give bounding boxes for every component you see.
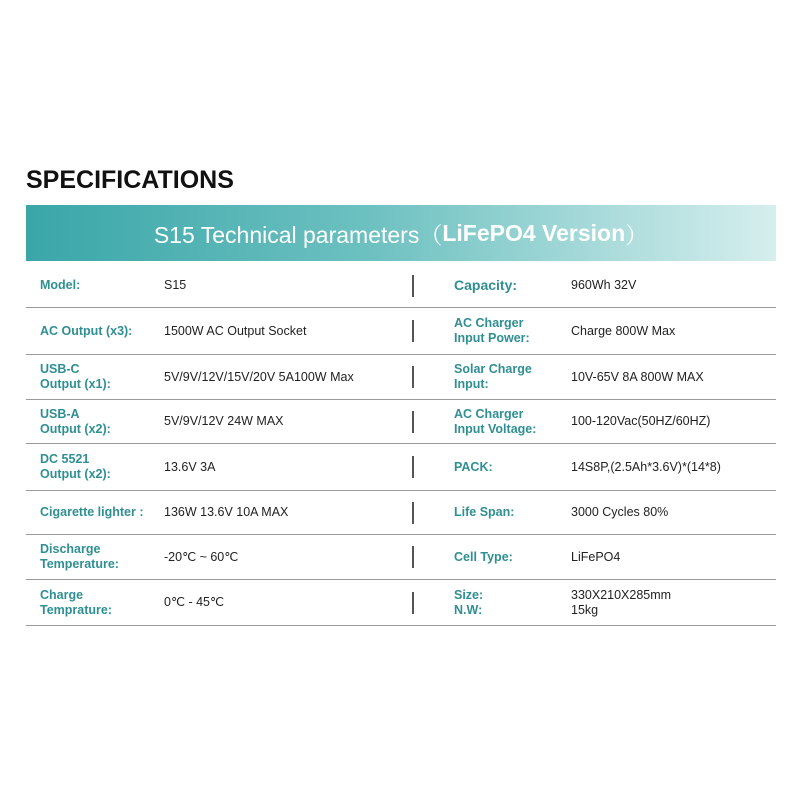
column-separator bbox=[412, 592, 414, 614]
row-label-left bbox=[40, 308, 160, 354]
row-label-right bbox=[454, 308, 574, 354]
value-text: LiFePO4 bbox=[571, 549, 621, 564]
label-text: Life Span: bbox=[454, 505, 515, 519]
row-label-left bbox=[40, 535, 160, 579]
value-text: 5V/9V/12V 24W MAX bbox=[164, 414, 284, 428]
row-label-left bbox=[40, 491, 160, 534]
label-text: Cell Type: bbox=[454, 549, 513, 564]
row-label-left bbox=[40, 264, 160, 307]
spec-row bbox=[26, 264, 776, 308]
label-text: Cigarette lighter : bbox=[40, 505, 144, 519]
value-text: 960Wh 32V bbox=[571, 278, 637, 292]
label-text: USB-C bbox=[40, 362, 80, 376]
label-text: N.W: bbox=[454, 602, 483, 617]
spec-row bbox=[26, 580, 776, 626]
value-text: 0℃ - 45℃ bbox=[164, 595, 225, 609]
row-value-right bbox=[571, 264, 776, 307]
row-value-left bbox=[164, 535, 424, 579]
page-heading: SPECIFICATIONS bbox=[26, 166, 234, 194]
row-value-right bbox=[571, 580, 776, 625]
row-label-right bbox=[454, 355, 574, 399]
value-text: S15 bbox=[164, 278, 187, 292]
label-text: AC Charger bbox=[454, 316, 524, 330]
banner-bold: LiFePO4 Version bbox=[442, 219, 626, 246]
row-value-left bbox=[164, 444, 424, 490]
row-value-left bbox=[164, 355, 424, 399]
column-separator bbox=[412, 546, 414, 568]
spec-row bbox=[26, 400, 776, 444]
row-label-right bbox=[454, 264, 574, 307]
row-value-right bbox=[571, 535, 776, 579]
row-value-right bbox=[571, 444, 776, 490]
label-text: Temperature: bbox=[40, 557, 119, 571]
value-text: 3000 Cycles 80% bbox=[571, 505, 669, 519]
column-separator bbox=[412, 411, 414, 433]
value-text: 10V-65V 8A 800W MAX bbox=[571, 369, 704, 384]
label-text: Input Voltage: bbox=[454, 421, 537, 436]
row-label-left bbox=[40, 355, 160, 399]
label-text: Model: bbox=[40, 278, 81, 292]
row-label-right bbox=[454, 444, 574, 490]
value-text: 15kg bbox=[571, 602, 599, 617]
spec-row bbox=[26, 491, 776, 535]
spec-table bbox=[26, 264, 776, 626]
label-text: Capacity: bbox=[454, 277, 518, 293]
label-text: Charge bbox=[40, 587, 84, 602]
label-text: Input Power: bbox=[454, 331, 530, 345]
label-text: Size: bbox=[454, 587, 484, 602]
label-text: Discharge bbox=[40, 542, 101, 556]
row-label-right bbox=[454, 535, 574, 579]
row-value-right bbox=[571, 355, 776, 399]
label-text: PACK: bbox=[454, 459, 493, 474]
row-value-right bbox=[571, 491, 776, 534]
row-value-left bbox=[164, 264, 424, 307]
row-label-right bbox=[454, 400, 574, 443]
banner-suffix: ） bbox=[625, 221, 649, 248]
label-text: Output (x2): bbox=[40, 467, 111, 481]
label-text: USB-A bbox=[40, 406, 80, 421]
label-text: Input: bbox=[454, 377, 489, 391]
row-label-left bbox=[40, 444, 160, 490]
column-separator bbox=[412, 456, 414, 478]
value-text: 1500W AC Output Socket bbox=[164, 323, 307, 338]
value-text: 100-120Vac(50HZ/60HZ) bbox=[571, 414, 711, 428]
label-text: Output (x1): bbox=[40, 377, 111, 391]
value-text: 136W 13.6V 10A MAX bbox=[164, 505, 289, 519]
spec-row bbox=[26, 535, 776, 580]
label-text: Solar Charge bbox=[454, 362, 532, 376]
spec-row bbox=[26, 355, 776, 400]
row-value-left bbox=[164, 308, 424, 354]
row-label-right bbox=[454, 580, 574, 625]
label-text: Output (x2): bbox=[40, 421, 111, 436]
banner-prefix: S15 Technical parameters（ bbox=[153, 221, 443, 248]
value-text: 14S8P,(2.5Ah*3.6V)*(14*8) bbox=[571, 459, 721, 474]
label-text: AC Charger bbox=[454, 406, 524, 421]
spec-row bbox=[26, 308, 776, 355]
row-value-right bbox=[571, 308, 776, 354]
row-value-right bbox=[571, 400, 776, 443]
label-text: DC 5521 bbox=[40, 452, 90, 466]
column-separator bbox=[412, 320, 414, 342]
label-text: AC Output (x3): bbox=[40, 323, 133, 338]
row-value-left bbox=[164, 491, 424, 534]
spec-banner bbox=[26, 205, 776, 261]
value-text: Charge 800W Max bbox=[571, 323, 676, 338]
column-separator bbox=[412, 275, 414, 297]
label-text: Temprature: bbox=[40, 602, 113, 617]
row-label-right bbox=[454, 491, 574, 534]
row-value-left bbox=[164, 400, 424, 443]
value-text: 330X210X285mm bbox=[571, 587, 672, 602]
value-text: 5V/9V/12V/15V/20V 5A100W Max bbox=[164, 369, 354, 384]
value-text: -20℃ ~ 60℃ bbox=[164, 549, 239, 564]
row-label-left bbox=[40, 400, 160, 443]
value-text: 13.6V 3A bbox=[164, 459, 216, 474]
row-value-left bbox=[164, 580, 424, 625]
row-label-left bbox=[40, 580, 160, 625]
column-separator bbox=[412, 502, 414, 524]
column-separator bbox=[412, 366, 414, 388]
spec-row bbox=[26, 444, 776, 491]
